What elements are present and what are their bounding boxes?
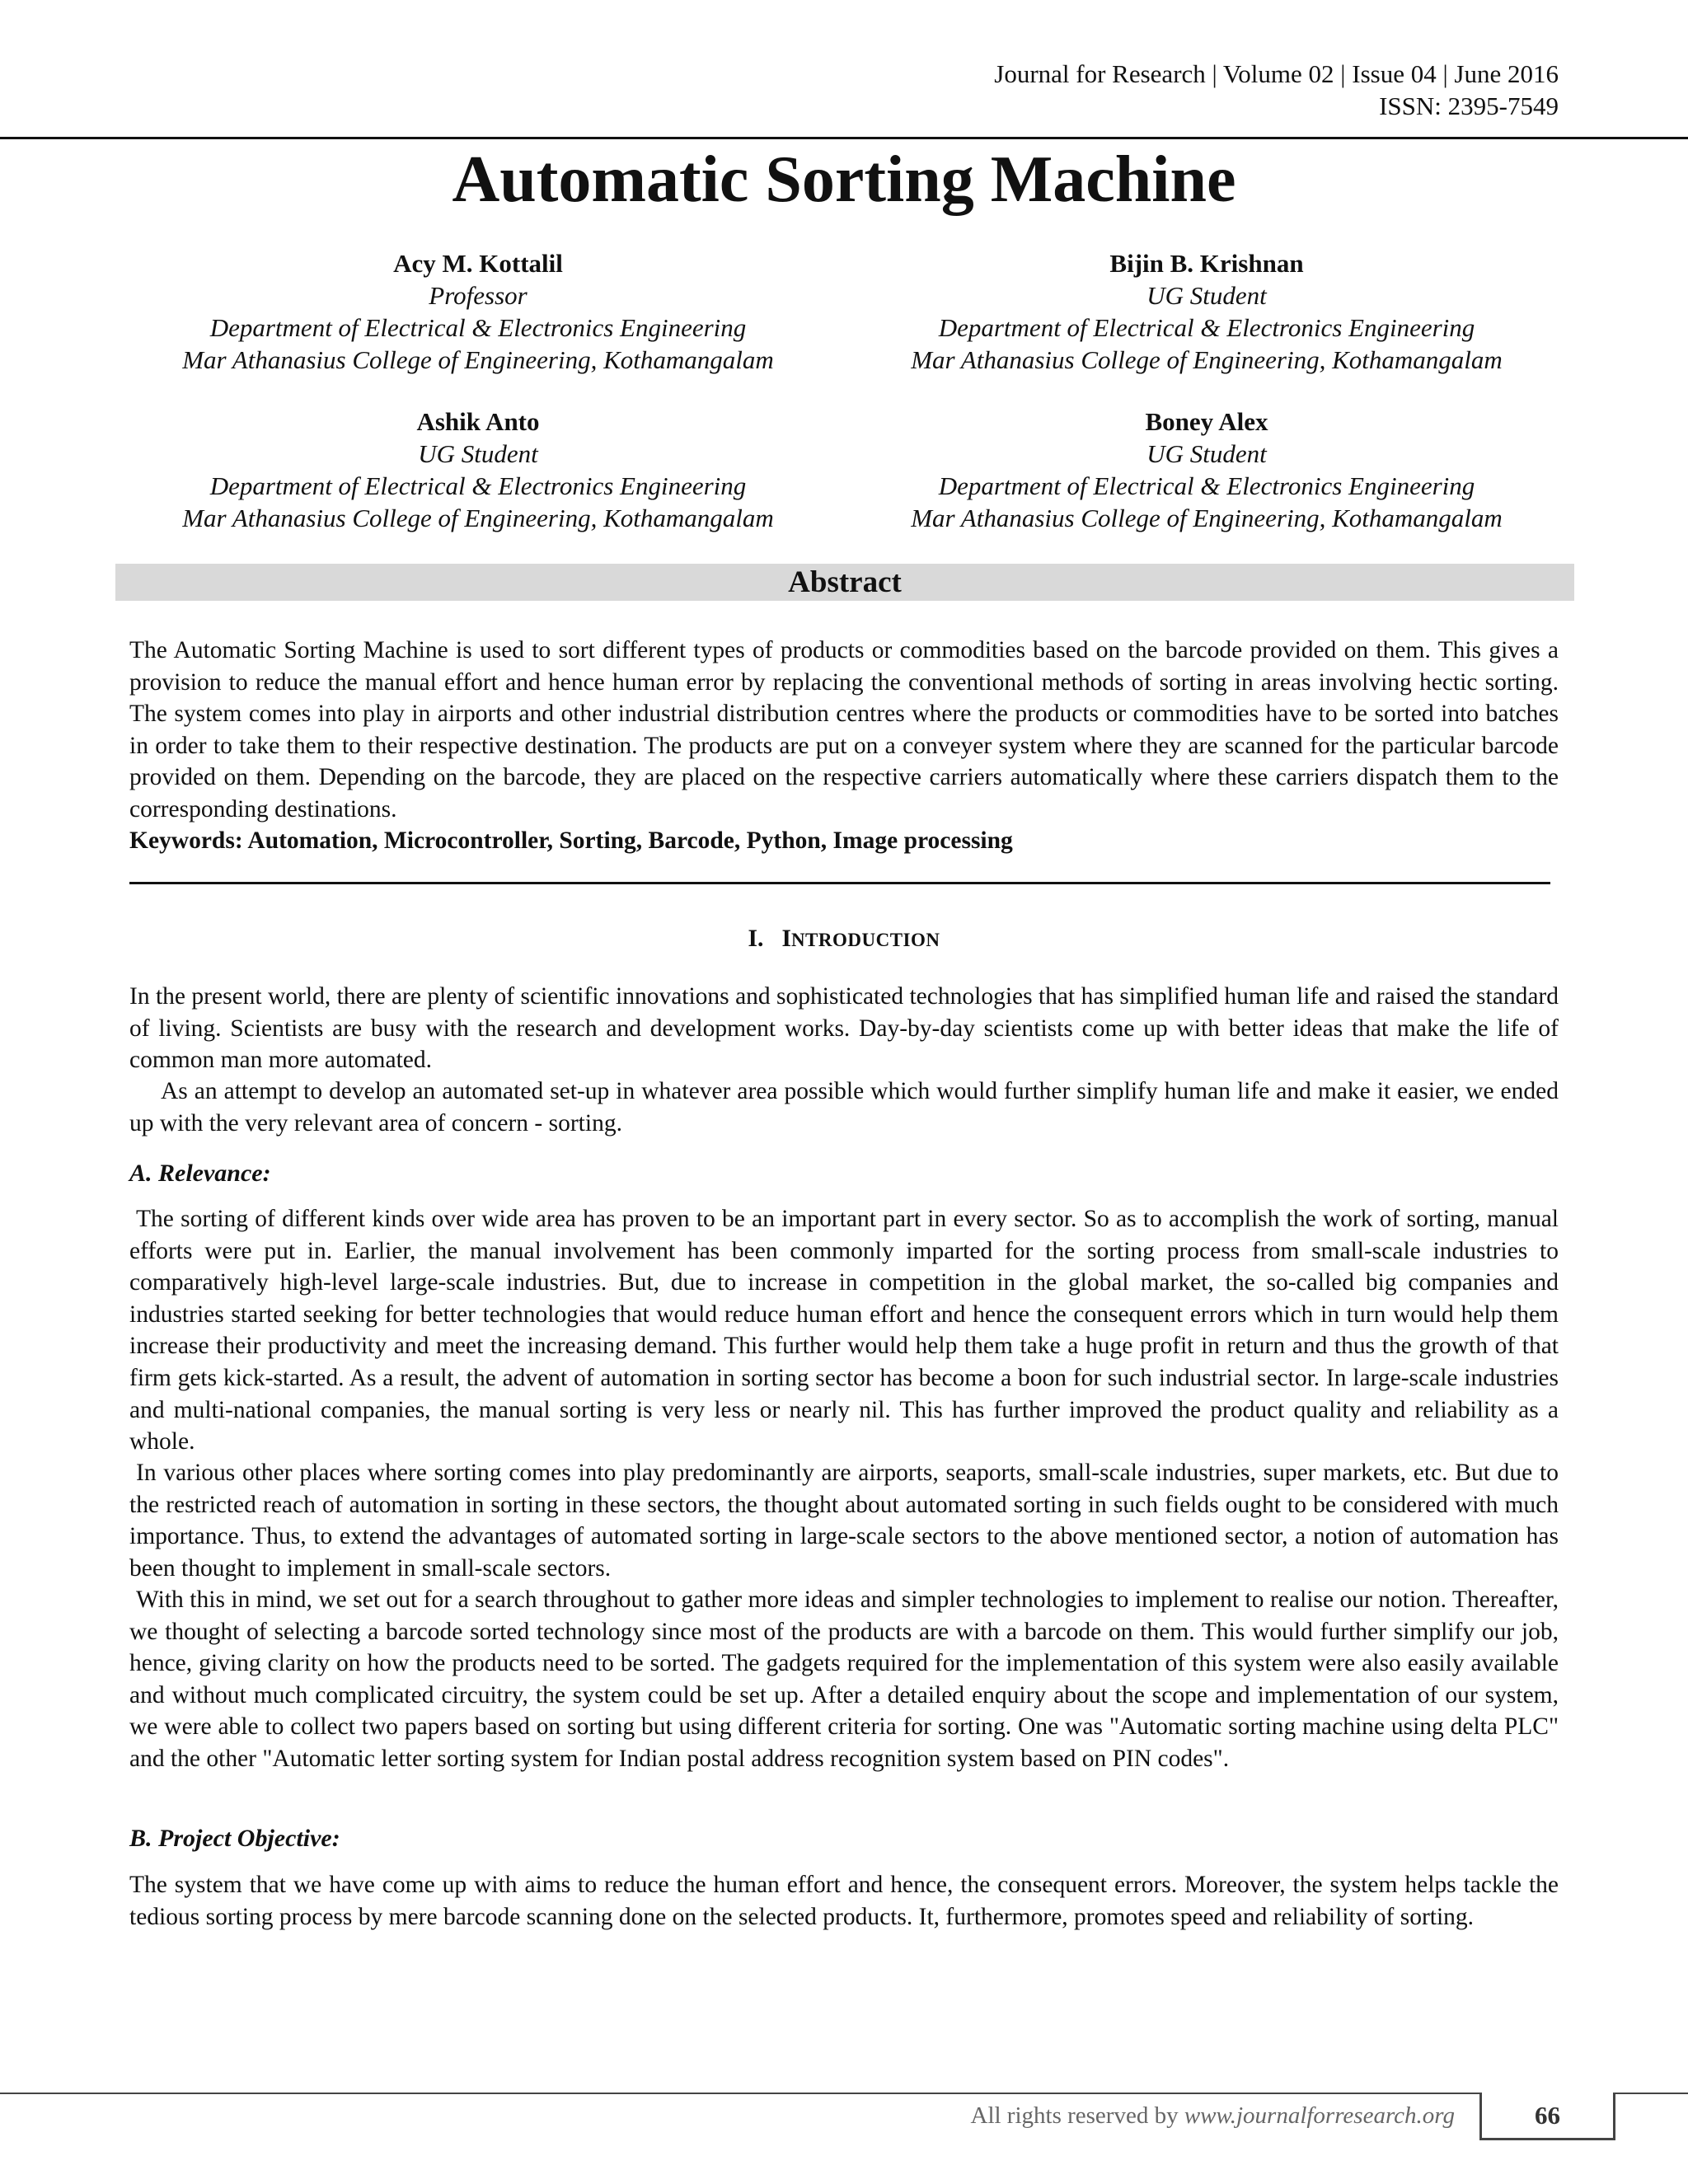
- subsection-heading-relevance: A. Relevance:: [129, 1160, 271, 1187]
- abstract-text: The Automatic Sorting Machine is used to sort different types of products or commodities based on the barcode provided on them. This gives a provision to reduce the manual effort and hence human error by replacing the conventional methods of sorting in areas involving hectic sorting. The system comes into play in airports and other industrial distribution centres where the products or commodities have to be sorted into batches in order to take them to their respective destination. The products are put on a conveyer system where they are scanned for the particular barcode provided on them. Depending on the barcode, they are placed on the respective carriers automatically where these carriers dispatch them to the corresponding destinations.: [129, 637, 1559, 823]
- section-heading-introduction: [0, 923, 1688, 956]
- author-role: UG Student: [1146, 439, 1267, 468]
- author-role: UG Student: [1146, 281, 1267, 310]
- section-numeral: I.: [748, 926, 764, 952]
- author-name: Acy M. Kottalil: [393, 249, 563, 278]
- paper-title: Automatic Sorting Machine: [452, 143, 1236, 216]
- author-block-4: [795, 405, 1619, 534]
- subsection-heading-objective: B. Project Objective:: [129, 1825, 340, 1852]
- author-role: Professor: [429, 281, 528, 310]
- footer-rule: [0, 2093, 1479, 2094]
- issn: ISSN: 2395-7549: [1379, 91, 1559, 120]
- footer-site-link[interactable]: www.journalforresearch.org: [1184, 2102, 1455, 2129]
- author-college: Mar Athanasius College of Engineering, Kothamangalam: [911, 345, 1503, 374]
- relevance-paragraph-2: In various other places where sorting comes into play predominantly are airports, seaports, small-scale industries, super markets, etc. But due to the restricted reach of automation in sorting in these sectors, the thought about automated sorting in such fields ought to be considered with much importance. Thus, to extend the advantages of automated sorting in large-scale sectors to the above mentioned sector, a notion of automation has been thought to implement in small-scale sectors.: [129, 1460, 1559, 1582]
- author-block-3: [66, 405, 890, 534]
- journal-header: [994, 58, 1559, 122]
- author-name: Boney Alex: [1145, 407, 1268, 436]
- author-dept: Department of Electrical & Electronics Engineering: [938, 471, 1475, 500]
- relevance-paragraph-3: With this in mind, we set out for a search throughout to gather more ideas and simpler technologies to implement to realise our notion. Thereafter, we thought of selecting a barcode sorted technology since most of the products are with a barcode on them. This would further simplify our job, hence, giving clarity on how the products need to be sorted. The gadgets required for the implementation of this system were also easily available and without much complicated circuitry, the system could be set up. After a detailed enquiry about the scope and implementation of our system, we were able to collect two papers based on sorting but using different criteria for sorting. One was "Automatic sorting machine using delta PLC" and the other "Automatic letter sorting system for Indian postal address recognition system based on PIN codes".: [129, 1586, 1559, 1772]
- footer-rule-right: [1615, 2093, 1688, 2094]
- author-block-2: [795, 247, 1619, 376]
- author-college: Mar Athanasius College of Engineering, Kothamangalam: [911, 504, 1503, 532]
- section-heading-rest: NTRODUCTION: [790, 930, 940, 950]
- section-heading-initial: I: [781, 926, 791, 952]
- author-college: Mar Athanasius College of Engineering, Kothamangalam: [182, 504, 774, 532]
- author-dept: Department of Electrical & Electronics Engineering: [209, 313, 747, 342]
- footer-rights-text: All rights reserved by: [970, 2102, 1184, 2129]
- relevance-paragraph-1: The sorting of different kinds over wide area has proven to be an important part in every sector. So as to accomplish the work of sorting, manual efforts were put in. Earlier, the manual involvement has been commonly imparted for the sorting process from small-scale industries to comparatively high-level large-scale industries. But, due to increase in competition in the global market, the so-called big companies and industries started seeking for better technologies that would reduce human effort and hence the consequent errors which in turn would help them increase their productivity and meet the increasing demand. This further would help them take a huge profit in return and thus the growth of that firm gets kick-started. As a result, the advent of automation in sorting sector has become a boon for such industrial sector. In large-scale industries and multi-national companies, the manual sorting is very less or nearly nil. This has further improved the product quality and reliability as a whole.: [129, 1206, 1559, 1455]
- journal-line: Journal for Research | Volume 02 | Issue 04 | June 2016: [994, 59, 1559, 88]
- abstract-rule: [129, 882, 1550, 884]
- author-name: Ashik Anto: [416, 407, 540, 436]
- author-college: Mar Athanasius College of Engineering, Kothamangalam: [182, 345, 774, 374]
- footer-rights: [971, 2100, 1456, 2131]
- objective-paragraph-1: The system that we have come up with aims to reduce the human effort and hence, the consequent errors. Moreover, the system helps tackle the tedious sorting process by mere barcode scanning done on the selected products. It, furthermore, promotes speed and reliability of sorting.: [129, 1872, 1559, 1930]
- page-number: 66: [1479, 2093, 1615, 2140]
- abstract-heading: Abstract: [115, 564, 1574, 601]
- keywords: Keywords: Automation, Microcontroller, Sorting, Barcode, Python, Image processing: [129, 827, 1013, 854]
- author-dept: Department of Electrical & Electronics Engineering: [938, 313, 1475, 342]
- author-block-1: [66, 247, 890, 376]
- author-dept: Department of Electrical & Electronics Engineering: [209, 471, 747, 500]
- author-name: Bijin B. Krishnan: [1109, 249, 1304, 278]
- author-role: UG Student: [418, 439, 538, 468]
- intro-paragraph-1: In the present world, there are plenty of scientific innovations and sophisticated technologies that has simplified human life and raised the standard of living. Scientists are busy with the research and development works. Day-by-day scientists come up with better ideas that make the life of common man more automated.: [129, 983, 1559, 1074]
- intro-paragraph-2: As an attempt to develop an automated set-up in whatever area possible which would further simplify human life and make it easier, we ended up with the very relevant area of concern - sorting.: [129, 1078, 1559, 1137]
